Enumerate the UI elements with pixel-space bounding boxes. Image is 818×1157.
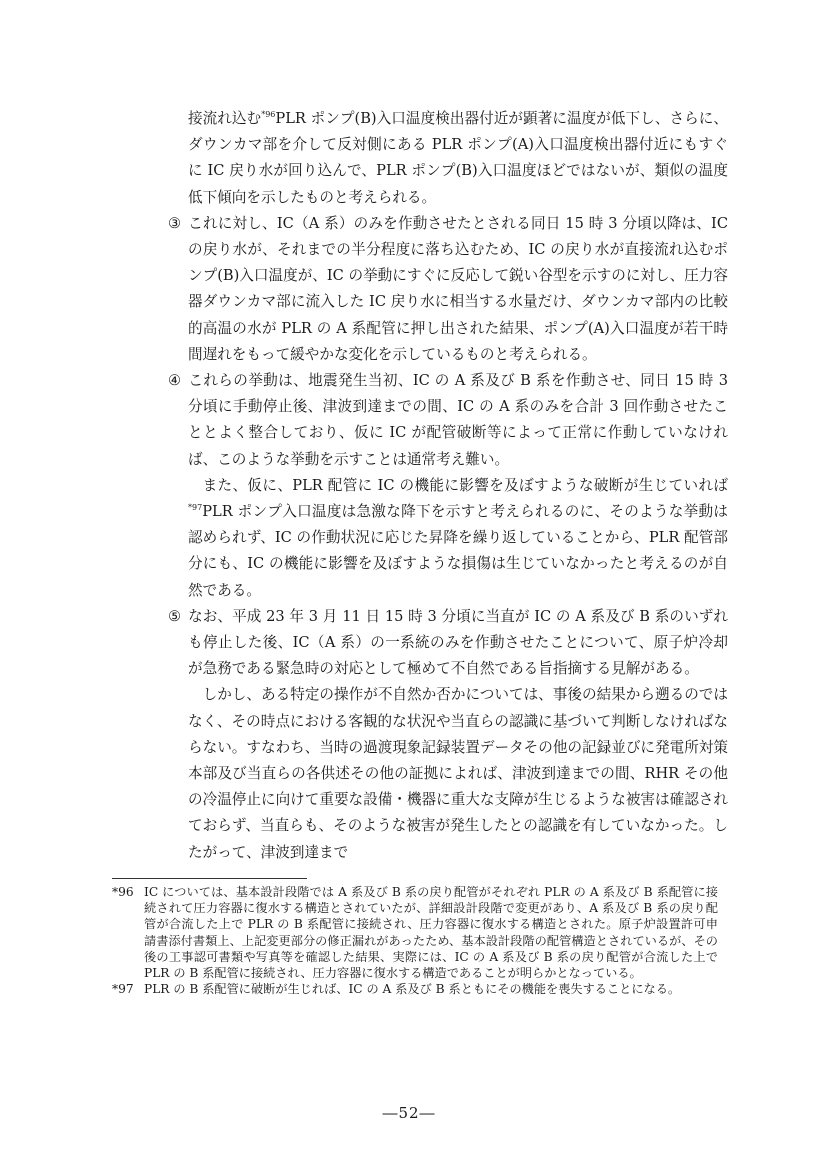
item-text: なお、平成 23 年 3 月 11 日 15 時 3 分頃に当直が IC の A 系及び B 系のいずれも停止した後、IC（A 系）の一系統のみを作動させたことについて、原子炉冷却が急務である緊急時の対応として極めて不自然である旨指摘する見解がある。 [188,607,728,678]
footnote-mark: *96 [112,885,134,899]
body-text [168,106,728,866]
item-number: ④ [168,372,182,390]
footnote-ref-96[interactable]: *96 [261,110,276,119]
item-3 [168,211,728,368]
paragraph-text-b: PLR ポンプ(B)入口温度検出器付近が顕著に温度が低下し、さらに、ダウンカマ部を介して反対側にある PLR ポンプ(A)入口温度検出器付近にもすぐに IC 戻り水が回り込んで、PLR ポンプ(B)入口温度ほどではないが、類似の温度低下傾向を示したものと考えられる。 [188,110,728,206]
item-text: これらの挙動は、地震発生当初、IC の A 系及び B 系を作動させ、同日 15 時 3 分頃に手動停止後、津波到達までの間、IC の A 系のみを合計 3 回作動させたこととよく整合しており、仮に IC が配管破断等によって正常に作動していなければ、このような挙動を示すことは通常考え難い。 [188,372,728,468]
paragraph-item-5-continued [168,682,728,865]
footnote-ref-97[interactable]: *97 [188,503,203,513]
item-number: ⑤ [168,607,182,625]
paragraph-item-4-continued [168,473,728,604]
item-text: これに対し、IC（A 系）のみを作動させたとされる同日 15 時 3 分頃以降は、IC の戻り水が、それまでの半分程度に落ち込むため、IC の戻り水が直接流れ込むポンプ(B)入口温度が、IC の挙動にすぐに反応して鋭い谷型を示すのに対し、圧力容器ダウンカマ部に流入した IC 戻り水に相当する水量だけ、ダウンカマ部内の比較的高温の水が PLR の A 系配管に押し出された結果、ポンプ(A)入口温度が若干時間遅れをもって緩やかな変化を示しているものと考えられる。 [188,214,728,363]
page-number: ―52― [382,1104,436,1122]
item-4 [168,368,728,473]
paragraph-text: しかし、ある特定の操作が不自然か否かについては、事後の結果から遡るのではなく、その時点における客観的な状況や当直らの認識に基づいて判断しなければならない。すなわち、当時の過渡現象記録装置データその他の記録並びに発電所対策本部及び当直らの各供述その他の証拠によれば、津波到達までの間、RHR その他の冷温停止に向けて重要な設備・機器に重大な支障が生じるような被害は確認されておらず、当直らも、そのような被害が発生したとの認識を有していなかった。したがって、津波到達まで [188,686,728,861]
footnotes [112,884,718,997]
item-number: ③ [168,214,182,232]
footnote-97 [112,981,718,997]
footnote-96 [112,884,718,981]
footnote-divider [112,878,307,879]
footnote-text: PLR の B 系配管に破断が生じれば、IC の A 系及び B 系ともにその機能を喪失することになる。 [144,982,681,997]
item-5 [168,604,728,683]
paragraph-continuation [168,106,728,211]
paragraph-text-b: PLR ポンプ入口温度は急激な降下を示すと考えられるのに、そのような挙動は認められず、IC の作動状況に応じた昇降を繰り返していることから、PLR 配管部分にも、IC の機能に影響を及ぼすような損傷は生じていなかったと考えるのが自然である。 [188,503,728,599]
footnote-text: IC については、基本設計段階では A 系及び B 系の戻り配管がそれぞれ PLR の A 系及び B 系配管に接続されて圧力容器に復水する構造とされていたが、詳細設計段階で変更があり、A 系及び B 系の戻り配管が合流した上で PLR の B 系配管に接続され、圧力容器に復水する構造とされた。原子炉設置許可申請書添付書類上、上記変更部分の修正漏れがあったため、基本設計段階の配管構造とされているが、その後の工事認可書類や写真等を確認した結果、実際には、IC の A 系及び B 系の戻り配管が合流した上で PLR の B 系配管に接続され、圧力容器に復水する構造であることが明らかとなっている。 [144,885,718,981]
footnote-mark: *97 [112,982,134,997]
paragraph-text-a: また、仮に、PLR 配管に IC の機能に影響を及ぼすような破断が生じていれば [202,476,728,494]
paragraph-text-a: 接流れ込む [188,110,262,127]
